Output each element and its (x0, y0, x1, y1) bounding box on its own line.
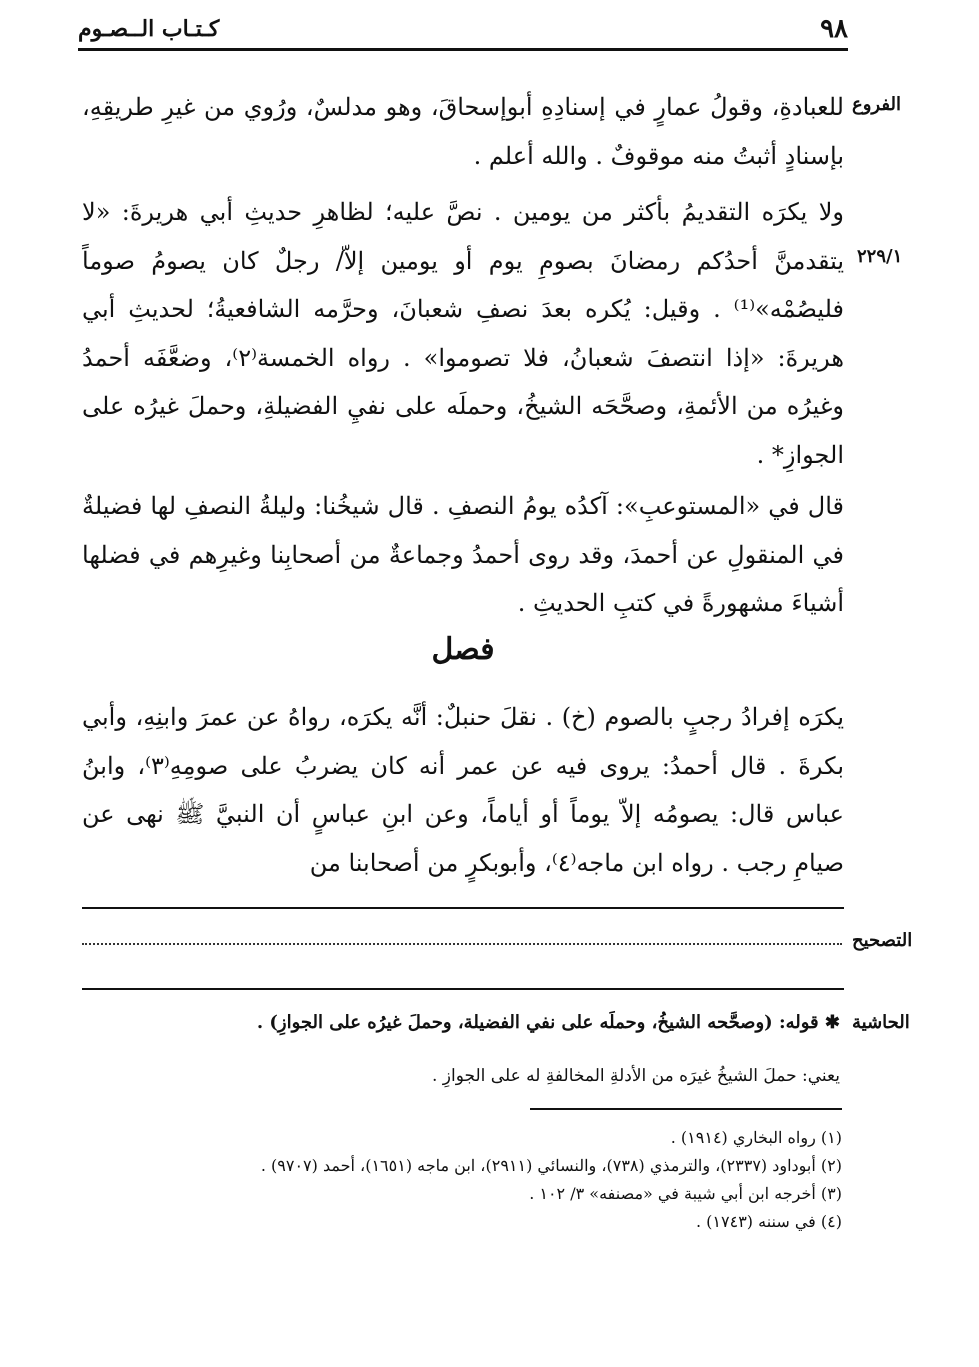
page-header (78, 14, 848, 44)
paragraph-2 (82, 188, 844, 480)
footnote-3: (٣) أخرجه ابن أبي شيبة في «مصنفه» ٣/ ١٠٢ . (529, 1184, 842, 1203)
margin-label-branch: الفروع (852, 94, 901, 115)
asterisk-icon: ✱ (818, 1012, 840, 1033)
footnotes-rule (530, 1108, 842, 1110)
paragraph-4 (82, 693, 844, 887)
paragraph-1 (82, 83, 844, 180)
footnote-4: (٤) في سننه (١٧٤٣) . (695, 1212, 842, 1231)
page-number: ٩٨ (820, 14, 848, 44)
hashiya-line-1-text: قوله: (وصحَّحه الشيخُ، وحملَه على نفي الفضيلة، وحملَ غيرُه على الجوازِ) . (256, 1012, 819, 1033)
hashiya-top-rule (82, 988, 844, 990)
section-heading: فصل (431, 632, 495, 667)
paragraph-3-text: قال في «المستوعبِ»: آكدُه يومُ النصفِ . قال شيخُنا: وليلةُ النصفِ لها فضيلةٌ في المنقولِ عن أحمدَ، وقد روى أحمدُ وجماعةٌ من أصحابِنا وغيرِهم في فضلها أشياءَ مشهورةً في كتبِ الحديثِ . (82, 492, 844, 618)
book-title: كـتـاب الــصـوم (78, 16, 220, 42)
footnotes (160, 1124, 842, 1236)
margin-label-hashiya: الحاشية (852, 1012, 910, 1033)
hashiya-line-1 (140, 1012, 840, 1033)
paragraph-2-text: ولا يكرَه التقديمُ بأكثر من يومين . نصَّ عليه؛ لظاهرِ حديثِ أبي هريرةَ: «لا يتقدمنَّ أحدُكم رمضانَ بصومِ يوم أو يومين إلاّ/ رجلٌ كان يصومُ صوماً فليصُمْه»⁽¹⁾ . وقيل: يُكره بعدَ نصفِ شعبانَ، وحرَّمه الشافعيةُ؛ لحديثِ أبي هريرةَ: «إذا انتصفَ شعبانُ، فلا تصوموا» . رواه الخمسة⁽٢⁾، وضعَّفَه أحمدُ وغيرُه من الأئمةِ، وصحَّحَه الشيخُ، وحملَه على نفيِ الفضيلةِ، وحملَ غيرُه على الجوازِ* . (82, 198, 845, 469)
margin-label-ref: ٢٢٩/١ (857, 246, 903, 267)
tashih-dotted-line (82, 943, 842, 945)
paragraph-1-text: للعبادةِ، وقولُ عمارٍ في إسنادِهِ أبوإسحاقَ، وهو مدلسٌ، ورُوي من غيرِ طريقِهِ، بإسنادٍ أثبتُ منه موقوفٌ . والله أعلم . (82, 93, 844, 170)
footnote-2: (٢) أبوداود (٢٣٣٧)، والترمذي (٧٣٨)، والنسائي (٢٩١١)، ابن ماجه (١٦٥١)، أحمد (٩٧٠٧) . (260, 1156, 842, 1175)
hashiya-line-2: يعني: حملَ الشيخُ غيرَه من الأدلةِ المخالفةِ له على الجوازِ . (431, 1066, 840, 1086)
margin-label-tashih: التصحيح (852, 930, 913, 951)
paragraph-3 (82, 482, 844, 628)
footnote-1: (١) رواه البخاري (١٩١٤) . (670, 1128, 842, 1147)
paragraph-4-text: يكرَه إفرادُ رجبٍ بالصوم (خ) . نقلَ حنبلٌ: أنَّه يكرَه، رواهُ عن عمرَ وابنِهِ، وأبي بكرةَ . قال أحمدُ: يروى فيه عن عمر أنه كان يضربُ على صومِهِ⁽٣⁾، وابنُ عباس قال: يصومُه إلاّ يوماً أو أياماً، وعن ابنِ عباسٍ أن النبيَّ ﷺ نهى عن صيامِ رجب . رواه ابن ماجه⁽٤⁾، وأبوبكرٍ من أصحابنا من (82, 703, 844, 877)
header-rule (78, 48, 848, 51)
text-bottom-rule (82, 907, 844, 909)
